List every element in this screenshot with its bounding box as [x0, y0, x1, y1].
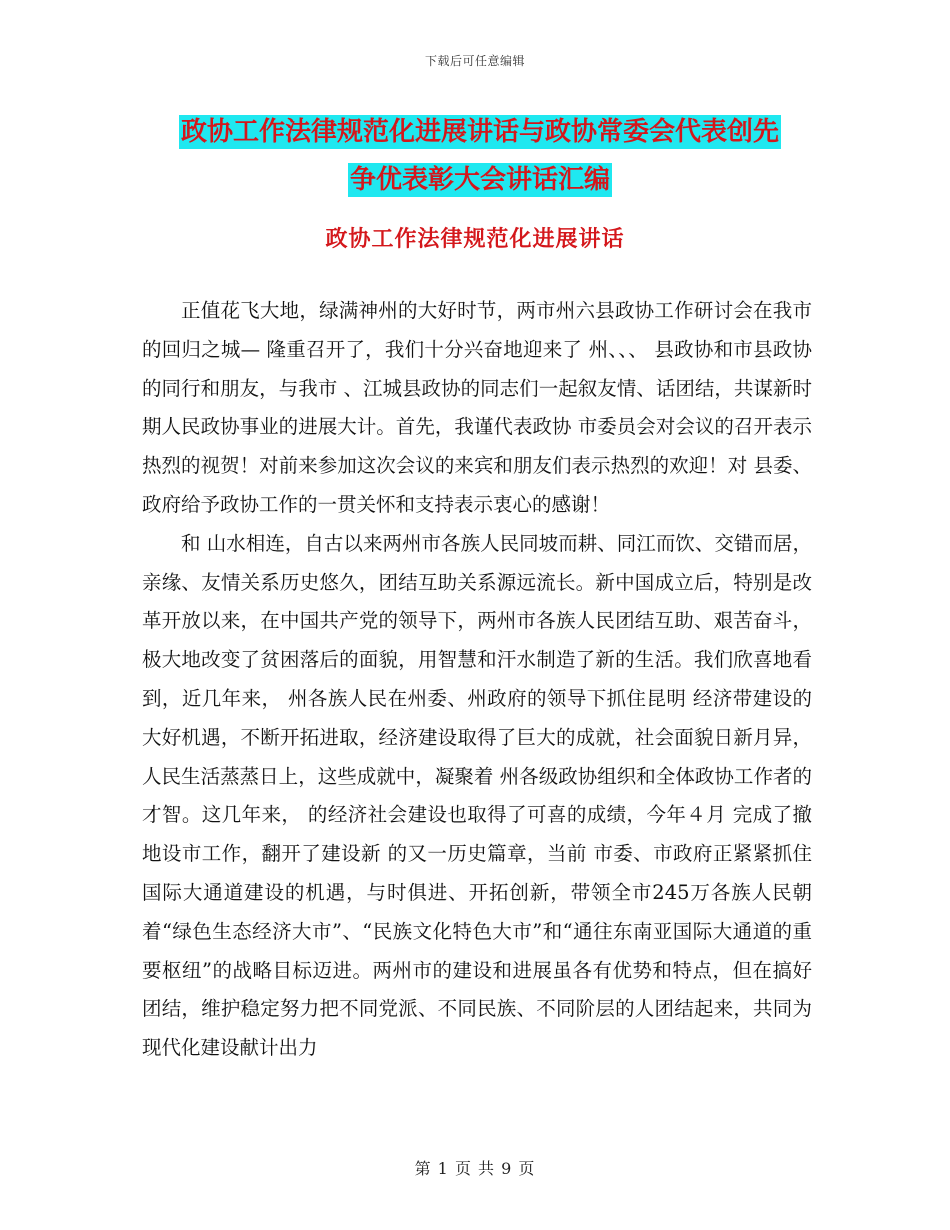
document-title — [140, 108, 820, 204]
header-note: 下载后可任意编辑 — [424, 54, 525, 68]
title-line-2: 争优表彰大会讲话汇编 — [349, 165, 610, 195]
paragraph-1: 正值花飞大地，绿满神州的大好时节，两市州六县政协工作研讨会在我市的回归之城— 隆重召开了，我们十分兴奋地迎来了 州、、、 县政协和市县政协的同行和朋友，与我市 、江城县政协的同志们一起叙友情、话团结，共谋新时期人民政协事业的进展大计。首先，我谨代表政协 市委员会对会议的召开表示热烈的视贺！对前来参加这次会议的来宾和朋友们表示热烈的欢迎！对 县委、政府给予政协工作的一贯关怀和支持表示衷心的感谢！ — [142, 299, 812, 516]
page-number-footer: 第 1 页 共 9 页 — [414, 1159, 536, 1178]
title-line-1: 政协工作法律规范化进展讲话与政协常委会代表创先 — [180, 117, 779, 147]
section-title: 政协工作法律规范化进展讲话 — [325, 227, 625, 252]
paragraph-2: 和 山水相连，自古以来两州市各族人民同坡而耕、同江而饮、交错而居，亲缘、友情关系历史悠久，团结互助关系源远流长。新中国成立后，特别是改革开放以来，在中国共产党的领导下，两州市各族人民团结互助、艰苦奋斗，极大地改变了贫困落后的面貌，用智慧和汗水制造了新的生活。我们欣喜地看到，近几年来， 州各族人民在州委、州政府的领导下抓住昆明 经济带建设的大好机遇，不断开拓进取，经济建设取得了巨大的成就，社会面貌日新月异，人民生活蒸蒸日上，这些成就中，凝聚着 州各级政协组织和全体政协工作者的才智。这几年来， 的经济社会建设也取得了可喜的成绩，今年４月 完成了撤地设市工作，翻开了建设新 的又一历史篇章，当前 市委、市政府正紧紧抓住国际大通道建设的机遇，与时俱进、开拓创新，带领全市245万各族人民朝着“绿色生态经济大市”、“民族文化特色大市”和“通往东南亚国际大通道的重要枢纽”的战略目标迈进。两州市的建设和进展虽各有优势和特点，但在搞好团结，维护稳定努力把不同党派、不同民族、不同阶层的人团结起来，共同为现代化建设献计出力 — [142, 531, 812, 1060]
body-text — [142, 292, 812, 1068]
